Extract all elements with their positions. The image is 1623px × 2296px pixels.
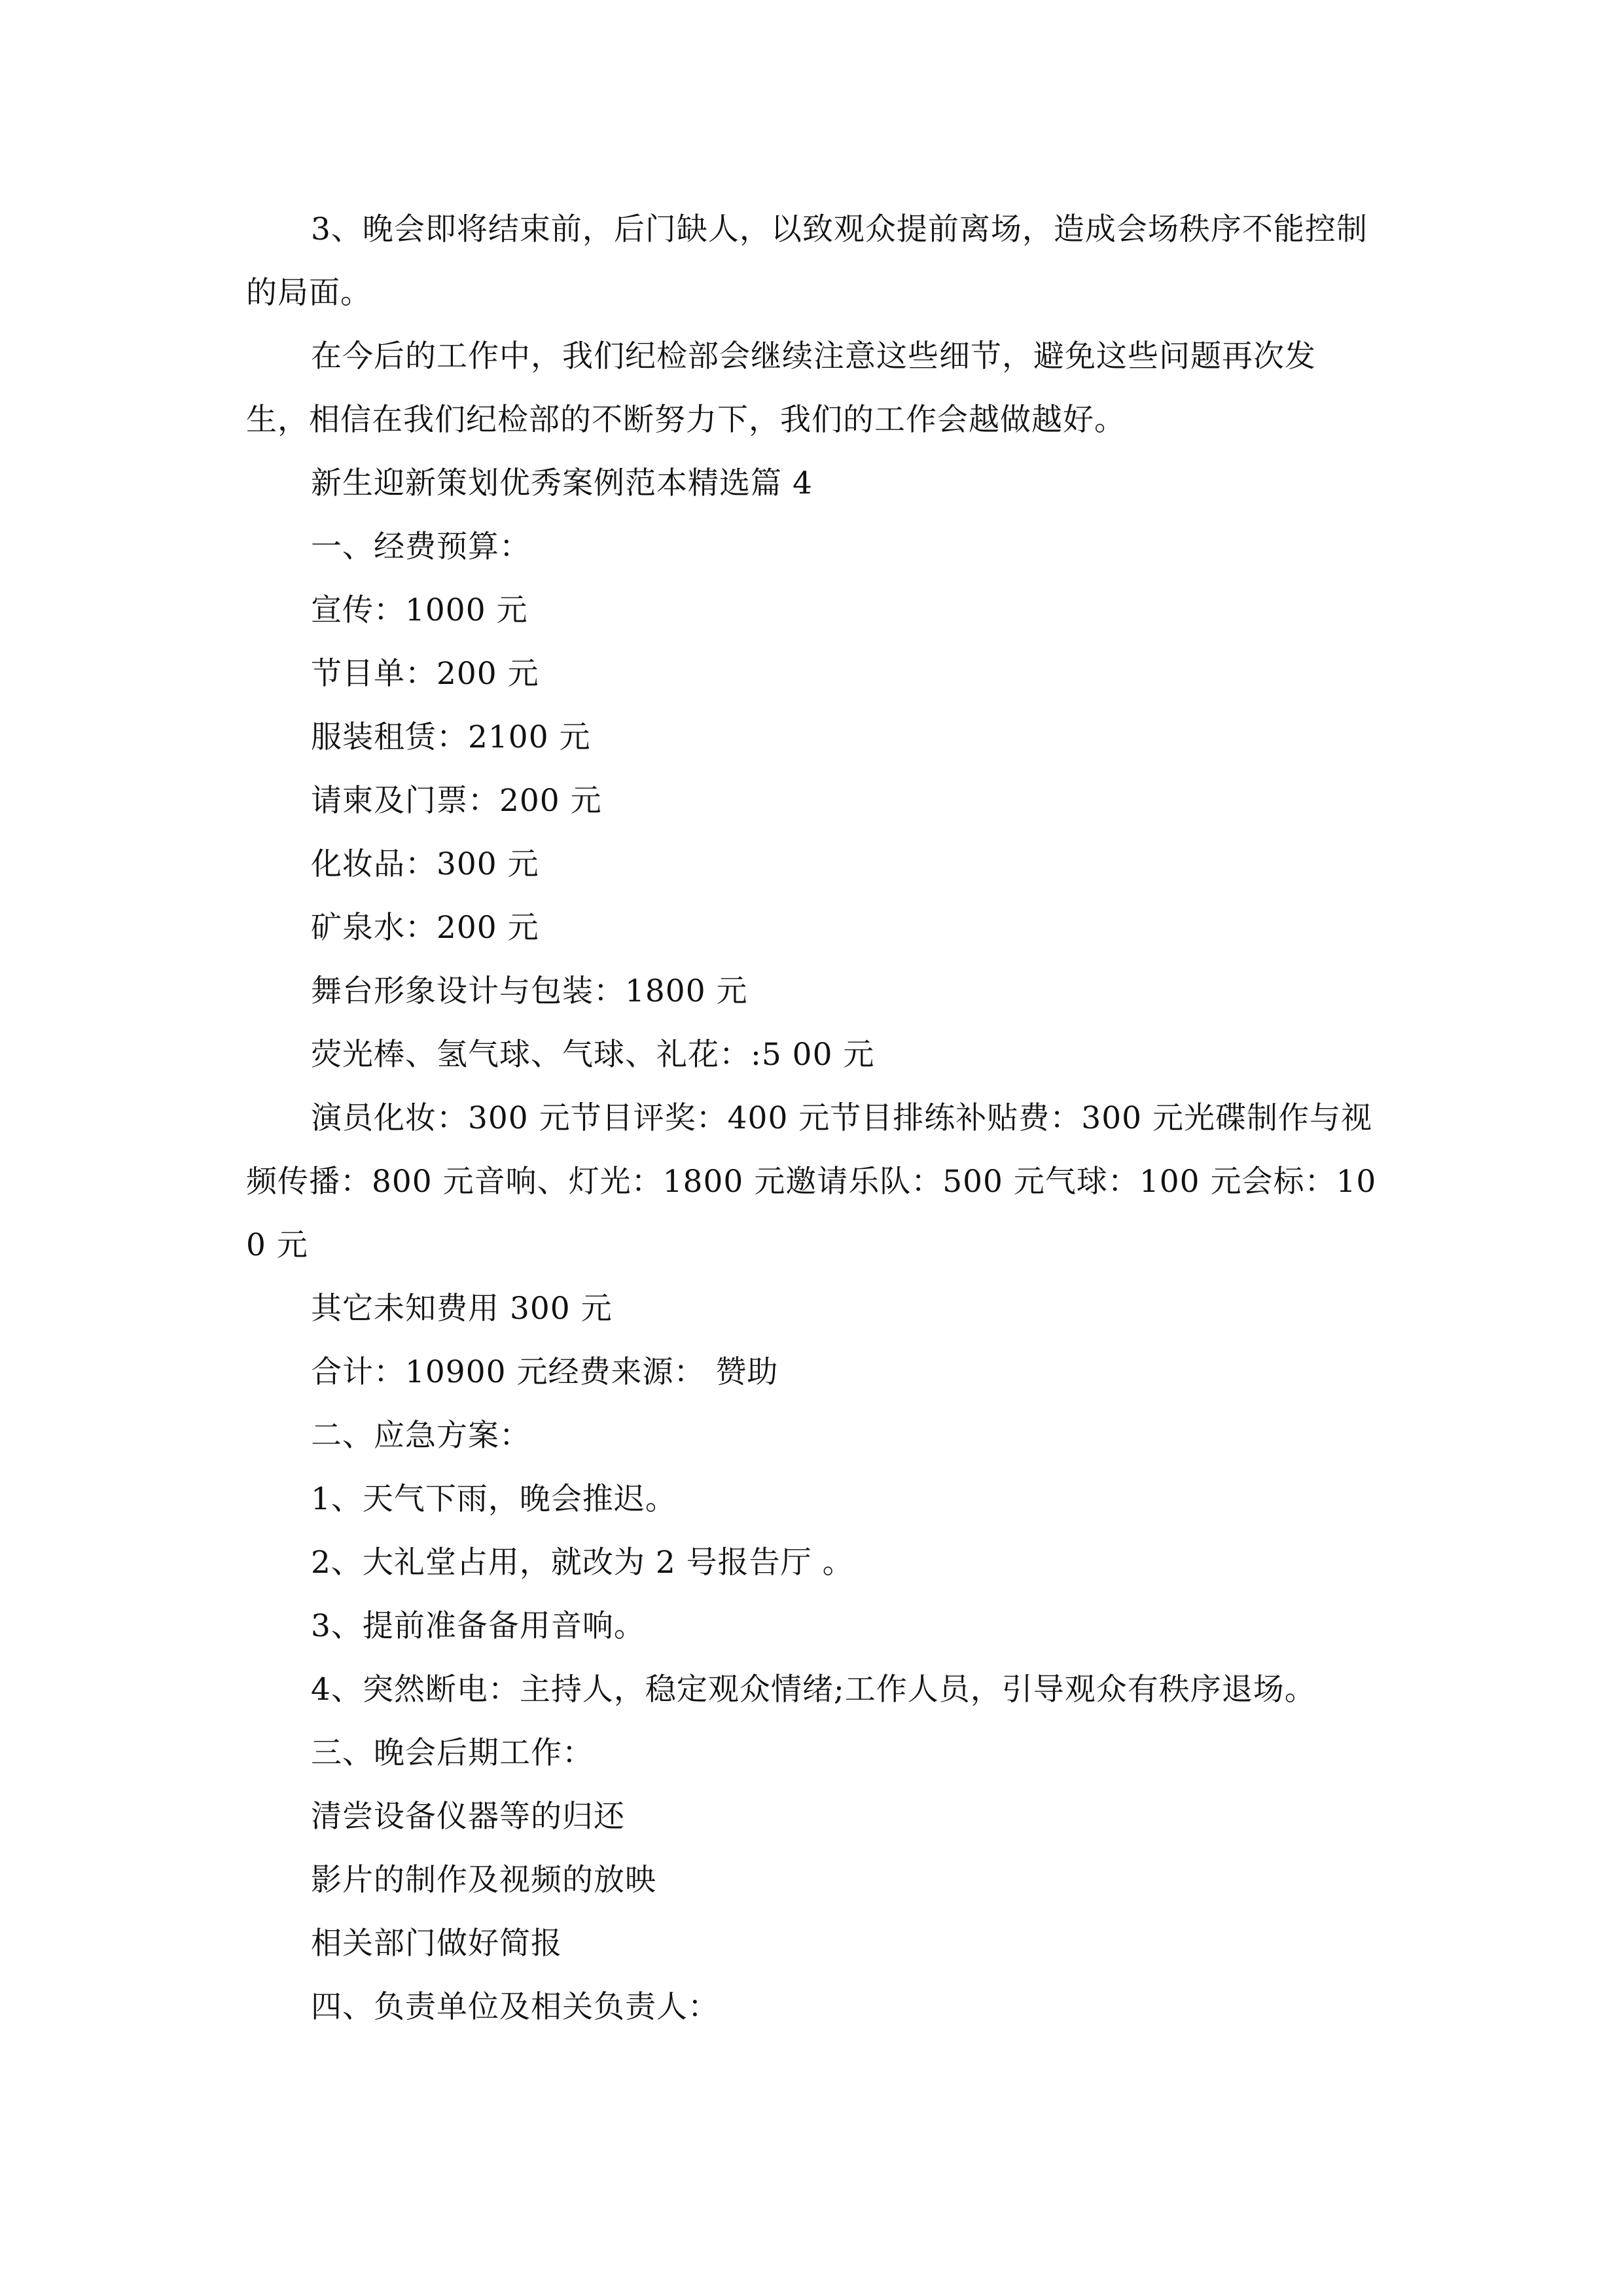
emergency-item-1: 1、天气下雨，晚会推迟。	[311, 1481, 677, 1517]
budget-total: 合计：10900 元经费来源： 赞助	[311, 1354, 779, 1390]
budget-item-stage-design: 舞台形象设计与包装：1800 元	[311, 973, 748, 1009]
paragraph-closing-issue-3: 3、晚会即将结束前，后门缺人，以致观众提前离场，造成会场秩序不能控制的局面。	[246, 211, 1368, 311]
heading-budget: 一、经费预算：	[311, 529, 531, 565]
post-event-item-3: 相关部门做好简报	[311, 1926, 562, 1962]
budget-item-combined: 演员化妆：300 元节目评奖：400 元节目排练补贴费：300 元光碟制作与视频传播：800 元音响、灯光：1800 元邀请乐队：500 元气球：100 元会标：100 元	[246, 1100, 1377, 1263]
budget-item-invitations: 请柬及门票：200 元	[311, 783, 602, 819]
budget-item-water: 矿泉水：200 元	[311, 910, 539, 946]
emergency-item-4: 4、突然断电：主持人，稳定观众情绪;工作人员，引导观众有秩序退场。	[311, 1672, 1316, 1708]
emergency-item-3: 3、提前准备备用音响。	[311, 1608, 645, 1644]
emergency-item-2: 2、大礼堂占用，就改为 2 号报告厅 。	[311, 1545, 854, 1581]
budget-item-program: 节目单：200 元	[311, 656, 539, 692]
budget-item-glowsticks: 荧光棒、氢气球、气球、礼花：:5 00 元	[311, 1037, 875, 1073]
section-heading-case-4: 新生迎新策划优秀案例范本精选篇 4	[311, 465, 813, 501]
post-event-item-1: 清尝设备仪器等的归还	[311, 1799, 625, 1835]
budget-item-cosmetics: 化妆品：300 元	[311, 846, 539, 882]
heading-post-event: 三、晚会后期工作：	[311, 1735, 594, 1771]
budget-item-publicity: 宣传：1000 元	[311, 592, 528, 628]
budget-item-costume-rental: 服装租赁：2100 元	[311, 719, 591, 755]
heading-emergency-plan: 二、应急方案：	[311, 1418, 531, 1454]
post-event-item-2: 影片的制作及视频的放映	[311, 1862, 656, 1898]
budget-item-misc: 其它未知费用 300 元	[311, 1291, 613, 1327]
heading-responsible-units: 四、负责单位及相关负责人：	[311, 1989, 719, 2025]
paragraph-conclusion: 在今后的工作中，我们纪检部会继续注意这些细节，避免这些问题再次发生，相信在我们纪检部的不断努力下，我们的工作会越做越好。	[246, 338, 1316, 438]
